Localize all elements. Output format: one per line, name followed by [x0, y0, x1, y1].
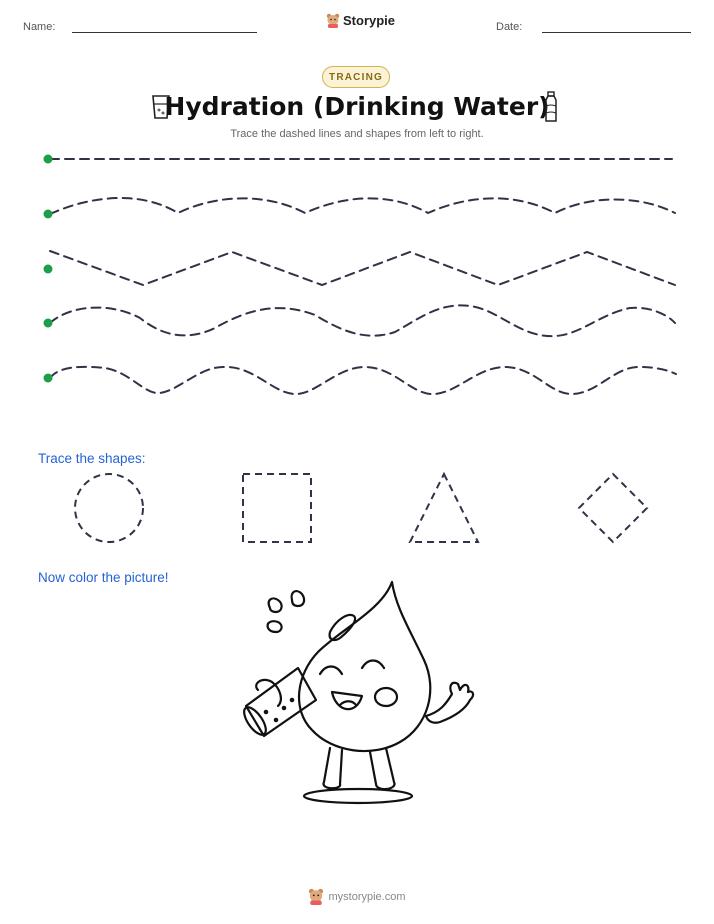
water-drop-coloring-picture[interactable] — [236, 572, 476, 808]
footer-url[interactable]: mystorypie.com — [328, 890, 406, 903]
tracing-line-wave-2[interactable] — [50, 305, 675, 336]
tracing-badge: TRACING — [322, 66, 390, 88]
start-dot — [44, 374, 53, 383]
trace-triangle[interactable] — [410, 474, 478, 542]
tracing-line-wave-1[interactable] — [50, 198, 675, 214]
brand-logo — [326, 13, 395, 28]
color-heading: Now color the picture! — [38, 570, 169, 585]
shapes-area — [0, 465, 714, 555]
start-dot — [44, 210, 53, 219]
start-dot — [44, 265, 53, 274]
date-label: Date: — [496, 21, 523, 33]
trace-circle[interactable] — [75, 474, 143, 542]
storypie-mascot-icon — [308, 888, 324, 905]
tracing-line-wave-3[interactable] — [50, 367, 676, 394]
trace-diamond[interactable] — [579, 474, 647, 542]
footer — [0, 888, 714, 905]
tracing-line-zigzag[interactable] — [50, 251, 675, 285]
water-bottle-icon — [542, 91, 560, 123]
name-field-line[interactable] — [72, 32, 257, 33]
page-title: Hydration (Drinking Water) — [164, 92, 550, 121]
shapes-heading: Trace the shapes: — [38, 451, 146, 466]
name-label: Name: — [23, 21, 56, 33]
tracing-lines-area — [0, 140, 714, 400]
date-field-line[interactable] — [542, 32, 691, 33]
trace-square[interactable] — [243, 474, 311, 542]
instructions-subtitle: Trace the dashed lines and shapes from left to right. — [230, 128, 484, 140]
start-dot — [44, 319, 53, 328]
brand-name: Storypie — [343, 13, 396, 28]
start-dot — [44, 155, 53, 164]
storypie-mascot-icon — [326, 13, 340, 28]
